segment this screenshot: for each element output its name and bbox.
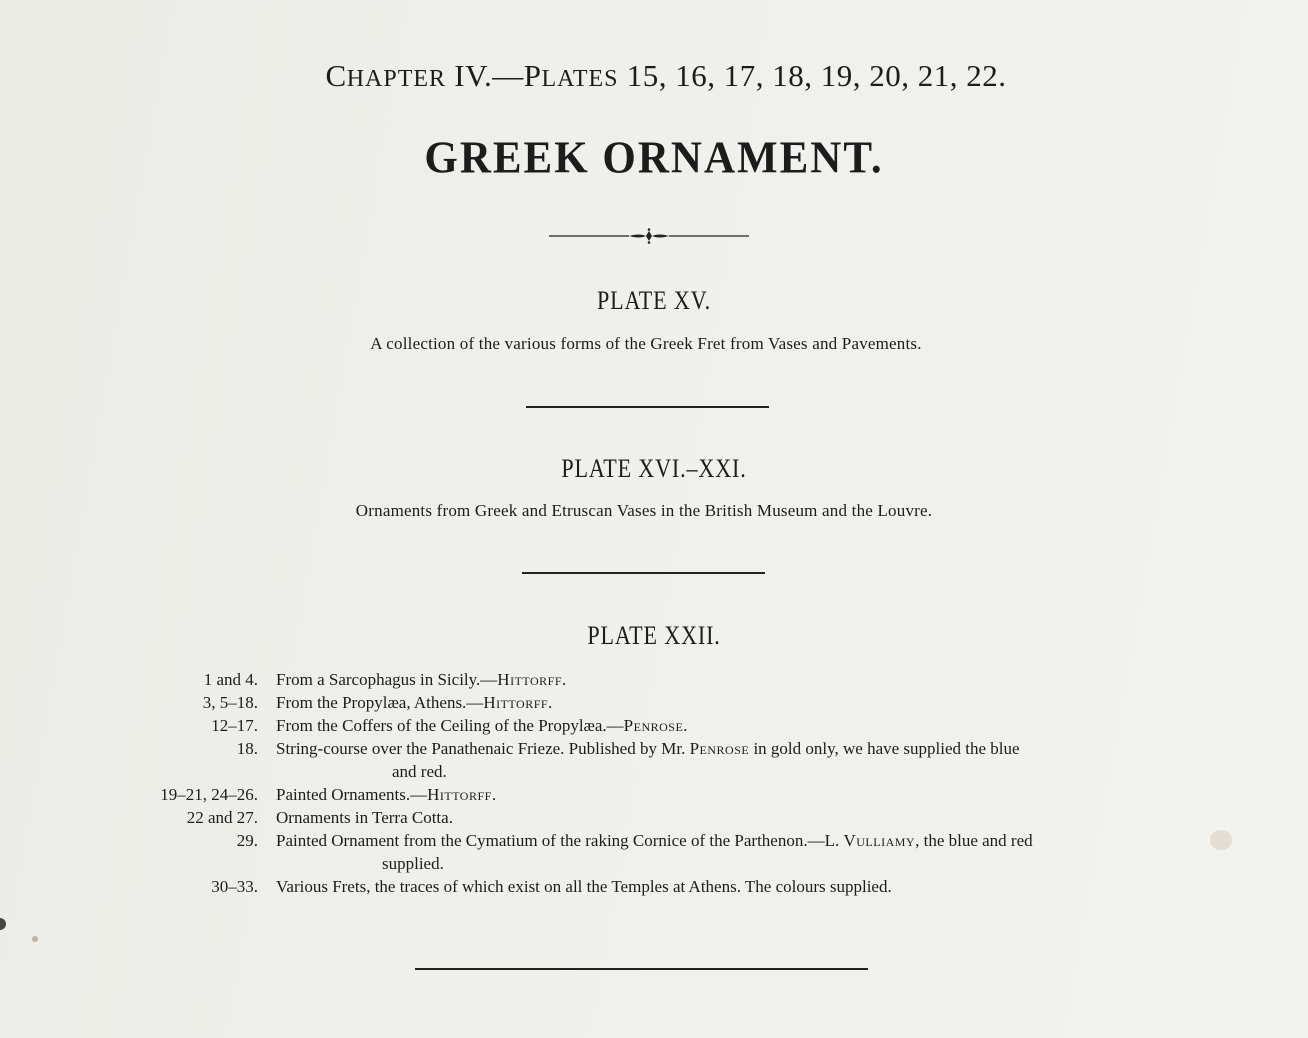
entry-figure-numbers: 18. <box>236 739 258 758</box>
chapter-label-rest: HAPTER <box>346 66 447 92</box>
entry-text <box>276 737 1146 760</box>
entry-figure-numbers: 22 and 27. <box>186 808 258 827</box>
entry-figure-numbers: 30–33. <box>211 877 258 896</box>
entry-figure-numbers: 29. <box>236 831 258 850</box>
entry-text <box>276 783 1146 806</box>
entry-text <box>276 668 1146 691</box>
entry-author: Hittorff. <box>497 670 567 689</box>
list-item <box>0 829 1308 875</box>
plate-xvi-xxi-description: Ornaments from Greek and Etruscan Vases in the British Museum and the Louvre. <box>355 501 933 520</box>
plate-numbers: 15, 16, 17, 18, 19, 20, 21, 22. <box>626 58 1007 93</box>
chapter-number: IV.— <box>454 58 524 93</box>
plates-label-initial: P <box>523 58 542 93</box>
entry-author: Hittorff. <box>427 785 497 804</box>
page-title: GREEK ORNAMENT. <box>424 133 884 184</box>
entry-text <box>276 875 1146 898</box>
entry-text <box>276 691 1146 714</box>
entry-description-continued: , the blue and red <box>915 831 1033 850</box>
entry-description: Painted Ornaments.— <box>276 785 428 804</box>
entry-figure-numbers: 1 and 4. <box>203 670 258 689</box>
entry-figure-numbers: 12–17. <box>211 716 258 735</box>
entry-description: Ornaments in Terra Cotta. <box>276 808 453 827</box>
plate-xv-heading: PLATE XV. <box>596 286 712 315</box>
section-divider <box>526 406 769 408</box>
section-divider <box>522 572 765 574</box>
list-item <box>0 668 1308 691</box>
list-item <box>0 737 1308 783</box>
plate-xvi-xxi-heading: PLATE XVI.–XXI. <box>561 454 747 483</box>
entry-text <box>276 829 1146 852</box>
list-item <box>0 783 1308 806</box>
entry-description-continued: in gold only, we have supplied the blue <box>749 739 1020 758</box>
chapter-heading <box>12 58 1308 94</box>
list-item <box>0 875 1308 898</box>
entry-text <box>276 714 1146 737</box>
list-item <box>0 806 1308 829</box>
entry-figure-numbers: 19–21, 24–26. <box>160 785 258 804</box>
entry-continuation-line: supplied. <box>382 854 444 873</box>
entry-description: Painted Ornament from the Cymatium of the raking Cornice of the Parthenon.—L. <box>276 831 844 850</box>
entry-figure-numbers: 3, 5–18. <box>202 693 258 712</box>
chapter-label-initial: C <box>325 58 347 93</box>
entry-description: String-course over the Panathenaic Frieze. Published by Mr. <box>276 739 690 758</box>
closing-divider <box>415 968 868 970</box>
plate-xxii-entry-list <box>0 668 1308 898</box>
entry-author: Vulliamy <box>843 831 916 850</box>
entry-author: Penrose <box>689 739 750 758</box>
entry-description: From a Sarcophagus in Sicily.— <box>276 670 498 689</box>
plate-xv-description: A collection of the various forms of the Greek Fret from Vases and Pavements. <box>370 334 922 353</box>
entry-author: Hittorff. <box>483 693 553 712</box>
entry-description: Various Frets, the traces of which exist on all the Temples at Athens. The colours supplied. <box>276 877 892 896</box>
entry-text <box>276 806 1146 829</box>
binding-hole <box>0 918 6 930</box>
flourish-divider-icon <box>549 228 749 244</box>
list-item <box>0 714 1308 737</box>
paper-stain <box>32 936 38 942</box>
entry-author: Penrose. <box>623 716 689 735</box>
entry-description: From the Propylæa, Athens.— <box>276 693 484 712</box>
entry-description: From the Coffers of the Ceiling of the Propylæa.— <box>276 716 624 735</box>
plate-xxii-heading: PLATE XXII. <box>587 621 721 650</box>
entry-continuation-line: and red. <box>392 762 447 781</box>
plates-label-rest: LATES <box>541 66 619 92</box>
list-item <box>0 691 1308 714</box>
